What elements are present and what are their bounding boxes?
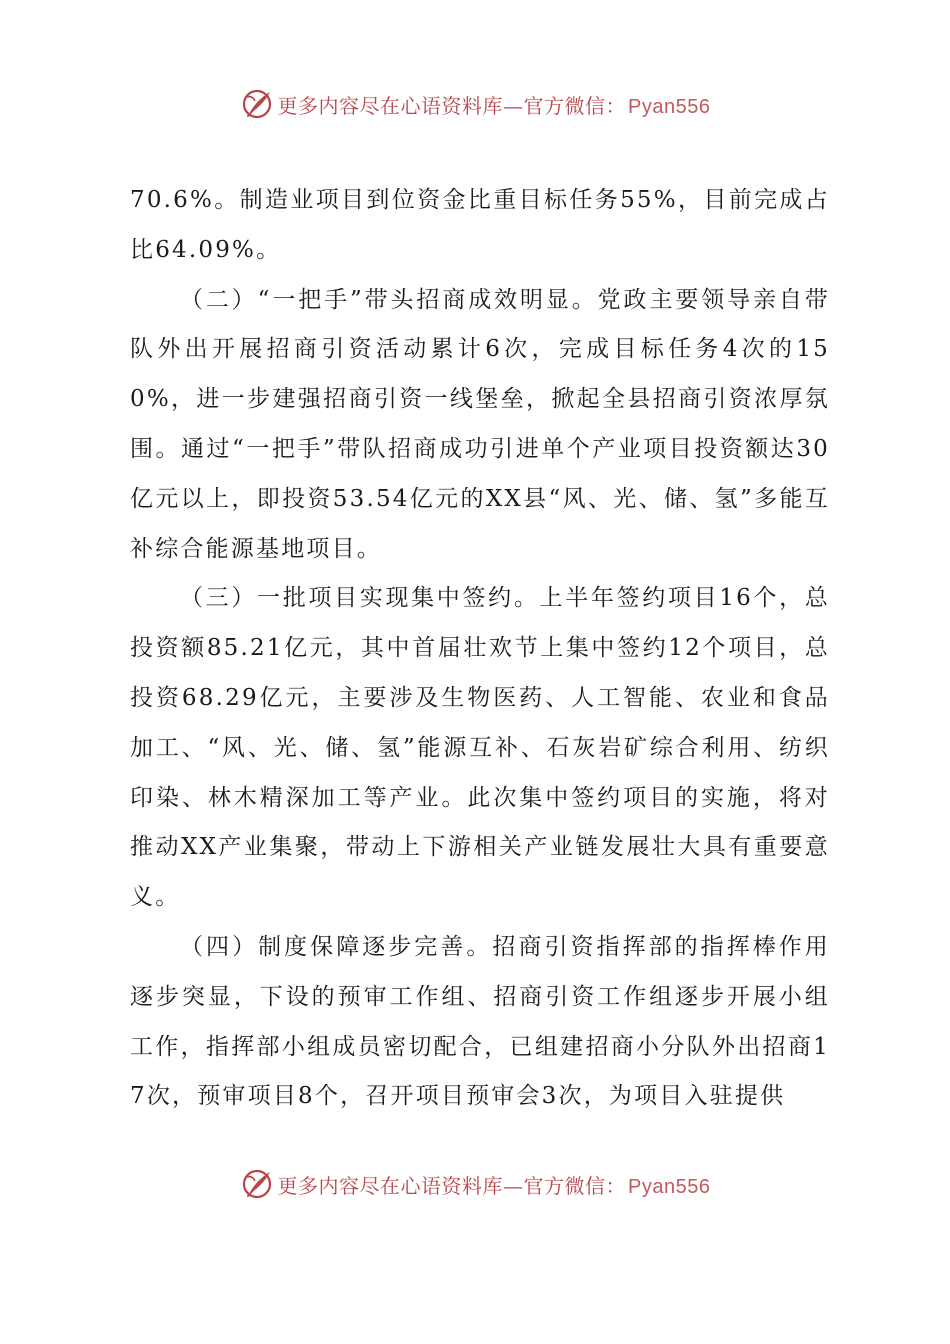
footer-watermark [0,1164,950,1204]
paragraph-section-4: （四）制度保障逐步完善。招商引资指挥部的指挥棒作用逐步突显，下设的预审工作组、招商引资工作组逐步开展小组工作，指挥部小组成员密切配合，已组建招商小分队外出招商17次，预审项目8个，召开项目预审会3次，为项目入驻提供 [130,933,830,1110]
header-watermark [0,84,950,124]
watermark-id: Pyan556 [628,1175,711,1198]
watermark-text: 更多内容尽在心语资料库—官方微信： Pyan556 [277,1173,711,1198]
paragraph-continuation: 70.6%。制造业项目到位资金比重目标任务55%，目前完成占比64.09%。 [130,187,830,263]
watermark-id: Pyan556 [628,95,711,118]
paragraph-section-2: （二）“一把手”带头招商成效明显。党政主要领导亲自带队外出开展招商引资活动累计6次，完成目标任务4次的150%，进一步建强招商引资一线堡垒，掀起全县招商引资浓厚氛围。通过“一把手”带队招商成功引进单个产业项目投资额达30亿元以上，即投资53.54亿元的XX县“风、光、储、氢”多能互补综合能源基地项目。 [130,286,830,562]
watermark-text: 更多内容尽在心语资料库—官方微信： Pyan556 [277,93,711,118]
document-body [130,176,830,1122]
paragraph-section-3: （三）一批项目实现集中签约。上半年签约项目16个，总投资额85.21亿元，其中首届壮欢节上集中签约12个项目，总投资68.29亿元，主要涉及生物医药、人工智能、农业和食品加工、“风、光、储、氢”能源互补、石灰岩矿综合利用、纺织印染、林木精深加工等产业。此次集中签约项目的实施，将对推动XX产业集聚，带动上下游相关产业链发展壮大具有重要意义。 [130,585,830,911]
quill-pen-icon [240,1167,274,1201]
quill-pen-icon [240,87,274,121]
